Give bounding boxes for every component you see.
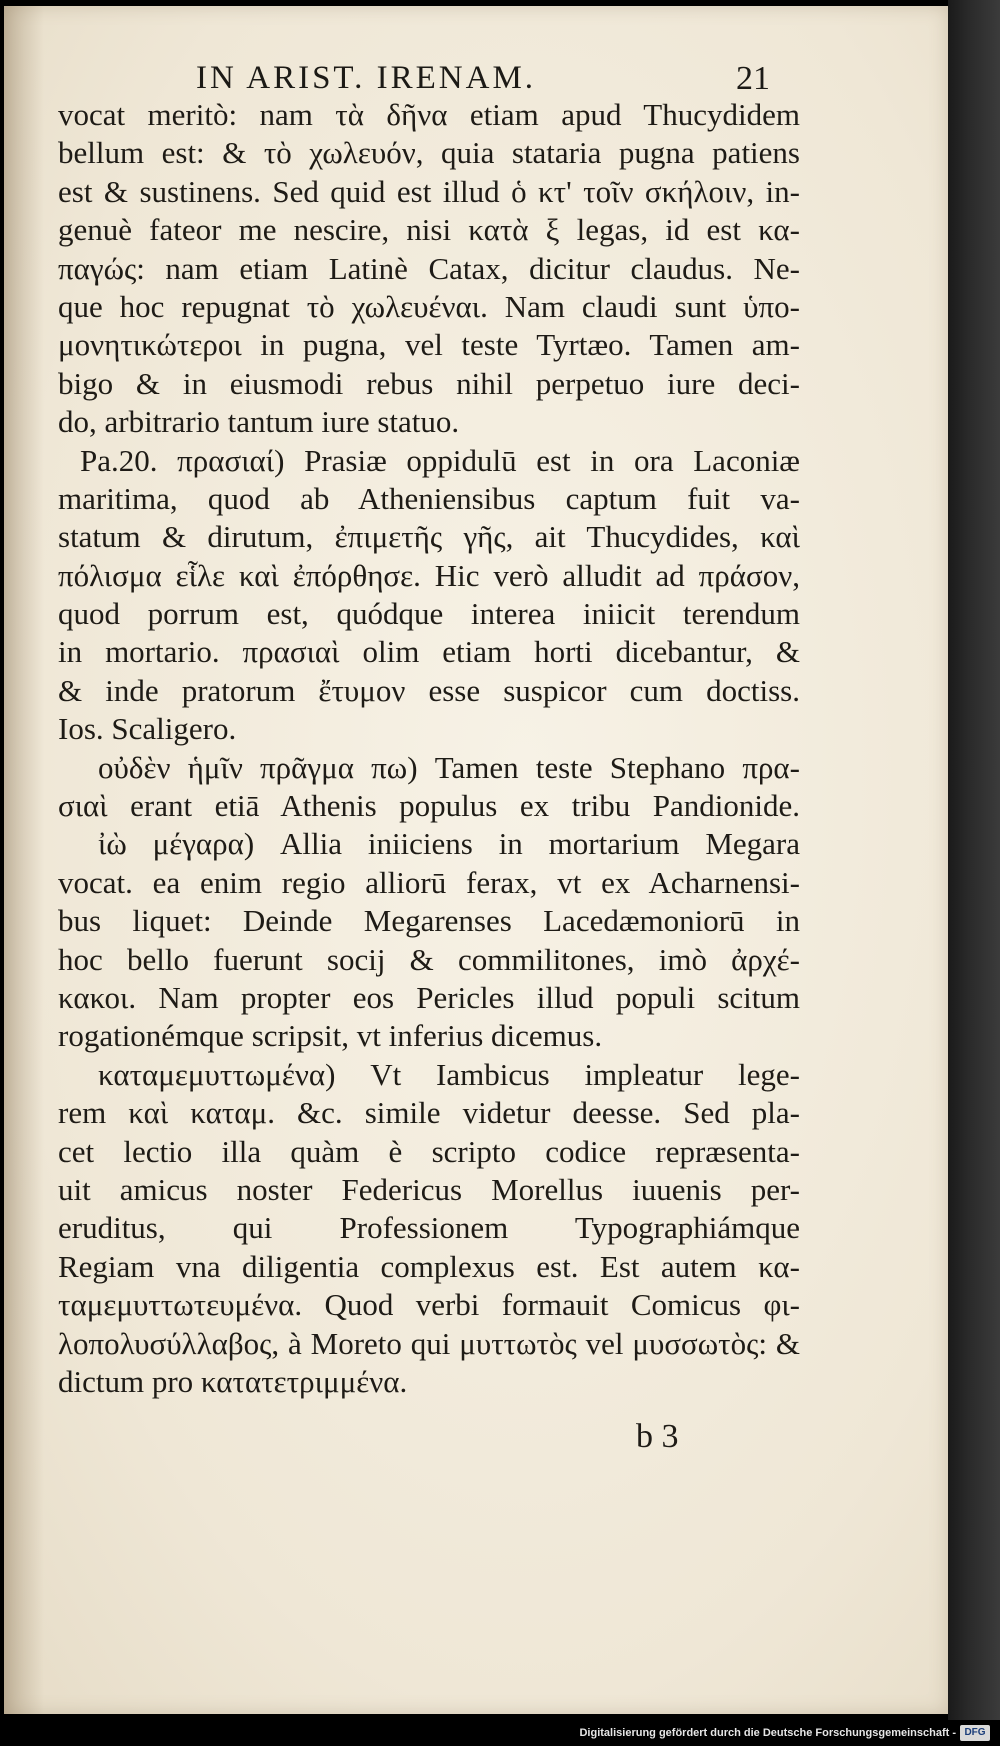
text-line: in mortario. πρασιαὶ olim etiam horti dicebantur, &	[58, 634, 800, 670]
text-line: hoc bello fuerunt socij & commilitones, imò ἀρχέ-	[58, 941, 800, 977]
text-line: & inde pratorum ἔτυμον esse suspicor cum doctiss.	[58, 672, 800, 708]
text-line: bus liquet: Deinde Megarenses Lacedæmoniorū in	[58, 903, 800, 939]
text-line: Ios. Scaligero.	[58, 711, 237, 747]
binding-gutter	[4, 6, 44, 1714]
text-line: πόλισμα εἷλε καὶ ἐπόρθησε. Hic verò alludit ad πράσον,	[58, 557, 800, 593]
text-line: maritima, quod ab Atheniensibus captum fuit va-	[58, 480, 800, 516]
text-line: dictum pro κατατετριμμένα.	[58, 1363, 408, 1399]
dfg-logo: DFG	[960, 1725, 990, 1741]
page-number: 21	[736, 60, 770, 97]
text-line: genuè fateor me nescire, nisi κατὰ ξ legas, id est κα-	[58, 212, 800, 248]
text-line: rogationémque scripsit, vt inferius dicemus.	[58, 1018, 603, 1054]
text-line: rem καὶ καταμ. &c. simile videtur deesse. Sed pla-	[58, 1095, 800, 1131]
body-text	[58, 96, 800, 1401]
text-line: eruditus, qui Professionem Typographiámque	[58, 1210, 800, 1246]
text-line: bellum est: & τὸ χωλευόν, quia stataria pugna patiens	[58, 135, 800, 171]
text-line: οὐδὲν ἡμῖν πρᾶγμα πω) Tamen teste Stephano πρα-	[98, 749, 800, 785]
text-line: κακοι. Nam propter eos Pericles illud populi scitum	[58, 979, 800, 1015]
text-line: do, arbitrario tantum iure statuo.	[58, 404, 460, 440]
text-line: vocat. ea enim regio alliorū ferax, vt ex Acharnensi-	[58, 864, 800, 900]
text-line: uit amicus noster Federicus Morellus iuuenis per-	[58, 1171, 800, 1207]
text-line: bigo & in eiusmodi rebus nihil perpetuo iure deci-	[58, 365, 800, 401]
text-line: παγώς: nam etiam Latinè Catax, dicitur claudus. Ne-	[58, 250, 800, 286]
text-line: est & sustinens. Sed quid est illud ὁ κτ' τοῖν σκήλοιν, in-	[58, 173, 800, 209]
text-line: Regiam vna diligentia complexus est. Est autem κα-	[58, 1248, 800, 1284]
text-line: ταμεμυττωτευμένα. Quod verbi formauit Comicus φι-	[58, 1287, 800, 1323]
text-line: μονητικώτεροι in pugna, vel teste Tyrtæo. Tamen am-	[58, 327, 800, 363]
text-line: σιαὶ erant etiā Athenis populus ex tribu Pandionide.	[58, 788, 800, 824]
text-line: quod porrum est, quódque interea iniicit terendum	[58, 596, 800, 632]
page-edge-shadow	[948, 0, 1000, 1746]
text-line: Pa.20. πρασιαί) Prasiæ oppidulū est in ora Laconiæ	[80, 442, 800, 478]
signature-mark: b 3	[636, 1418, 679, 1455]
text-line: vocat meritò: nam τὰ δῆνα etiam apud Thucydidem	[58, 97, 800, 132]
text-line: statum & dirutum, ἐπιμετῆς γῆς, ait Thucydides, καὶ	[58, 519, 800, 555]
running-title: IN ARIST. IRENAM.	[196, 60, 537, 96]
text-line: que hoc repugnat τὸ χωλευέναι. Nam claudi sunt ὑπο-	[58, 288, 800, 324]
text-line: καταμεμυττωμένα) Vt Iambicus impleatur lege-	[98, 1056, 800, 1092]
text-line: ἰὼ μέγαρα) Allia iniiciens in mortarium Megara	[98, 826, 800, 862]
funding-credit: Digitalisierung gefördert durch die Deutsche Forschungsgemeinschaft -	[579, 1727, 956, 1739]
text-line: λοπολυσύλλαβος, à Moreto qui μυττωτὸς vel μυσσωτὸς: &	[58, 1325, 800, 1361]
text-line: cet lectio illa quàm è scripto codice repræsenta-	[58, 1133, 800, 1169]
